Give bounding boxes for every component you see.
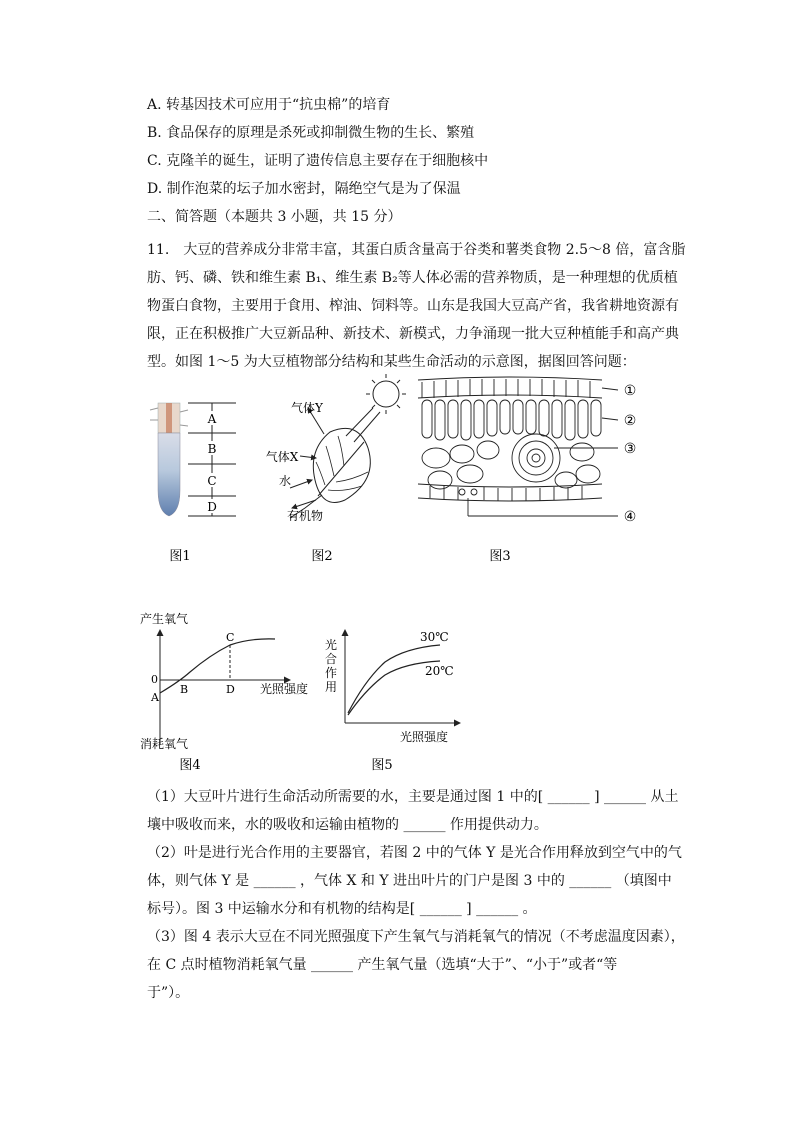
fig5-y-3: 作: [325, 666, 338, 680]
q-line-1: （1）大豆叶片进行生命活动所需要的水，主要是通过图 1 中的[ ______ ] ______ 从土: [147, 789, 679, 805]
fig1-label-c: C: [207, 474, 217, 488]
fig1-root-tip: [150, 403, 236, 516]
option-d: D. 制作泡菜的坛子加水密封，隔绝空气是为了保温: [147, 181, 461, 197]
q11-line-3: 物蛋白食物，主要用于食用、榨油、饲料等。山东是我国大豆高产省，我省耕地资源有: [147, 298, 679, 314]
fig5-line-30c: [348, 645, 440, 713]
q-line-6: （3）图 4 表示大豆在不同光照强度下产生氧气与消耗氧气的情况（不考虑温度因素），: [147, 929, 685, 945]
fig2-water: 水: [278, 474, 292, 488]
q-line-8: 于”）。: [147, 985, 190, 1001]
q11-line-2: 肪、钙、磷、铁和维生素 B₁、维生素 B₂等人体必需的营养物质，是一种理想的优质植: [147, 270, 678, 286]
fig1-label-a: A: [207, 412, 217, 426]
fig4-point-b: B: [180, 683, 189, 696]
fig3-marker-2: ②: [623, 413, 637, 429]
fig4-point-d: D: [226, 683, 235, 696]
q11-line-1: 11. 大豆的营养成分非常丰富，其蛋白质含量高于谷类和薯类食物 2.5～8 倍，富含脂: [147, 242, 686, 258]
fig3-leaf-section: [418, 377, 618, 516]
fig2-leaf: [266, 374, 406, 523]
fig4-origin: 0: [151, 673, 158, 686]
fig3-marker-1: ①: [623, 383, 637, 399]
fig4-chart: [140, 611, 308, 773]
fig5-y-2: 合: [325, 652, 338, 666]
fig5-chart: [325, 630, 460, 773]
q-line-7: 在 C 点时植物消耗氧气量 ______ 产生氧气量（选填“大于”、“小于”或者“等: [147, 957, 618, 973]
q-line-3: （2）叶是进行光合作用的主要器官，若图 2 中的气体 Y 是光合作用释放到空气中的气: [147, 845, 682, 861]
fig2-gas-y: 气体Y: [291, 401, 323, 415]
fig5-series-20: 20℃: [425, 664, 454, 678]
fig2-organic: 有机物: [286, 509, 324, 523]
q-line-2: 壤中吸收而来，水的吸收和运输由植物的 ______ 作用提供动力。: [147, 817, 548, 833]
fig5-x-label: 光照强度: [400, 730, 449, 744]
q-line-5: 标号）。图 3 中运输水分和有机物的结构是[ ______ ] ______ 。: [147, 901, 537, 917]
fig5-y-1: 光: [325, 638, 338, 652]
fig5-y-4: 用: [325, 680, 338, 694]
fig1-label-d: D: [207, 500, 217, 514]
fig3-caption: 图3: [489, 549, 511, 564]
figures-row-1: [140, 370, 680, 570]
figures-row-2: [140, 605, 480, 780]
fig4-caption: 图4: [179, 758, 201, 773]
fig5-series-30: 30℃: [420, 630, 449, 644]
option-b: B. 食品保存的原理是杀死或抑制微生物的生长、繁殖: [147, 125, 475, 141]
q11-line-4: 限，正在积极推广大豆新品种、新技术、新模式，力争涌现一批大豆种植能手和高产典: [147, 326, 679, 342]
q-line-4: 体，则气体 Y 是 ______ ，气体 X 和 Y 进出叶片的门户是图 3 中的 ______ （填图中: [147, 873, 672, 889]
option-a: A. 转基因技术可应用于“抗虫棉”的培育: [147, 97, 391, 113]
fig4-point-c: C: [226, 631, 235, 644]
fig1-label-b: B: [207, 442, 217, 456]
fig4-y-bottom: 消耗氧气: [140, 737, 189, 751]
fig1-caption: 图1: [169, 549, 191, 564]
section-heading: 二、简答题（本题共 3 小题，共 15 分）: [147, 209, 402, 225]
fig3-marker-4: ④: [623, 509, 637, 525]
fig2-gas-x: 气体X: [265, 450, 299, 464]
fig2-caption: 图2: [311, 549, 333, 564]
q11-line-5: 型。如图 1～5 为大豆植物部分结构和某些生命活动的示意图，据图回答问题：: [147, 354, 636, 370]
option-c: C. 克隆羊的诞生，证明了遗传信息主要存在于细胞核中: [147, 153, 489, 169]
fig4-x-label: 光照强度: [260, 682, 309, 696]
fig4-point-a: A: [151, 691, 159, 704]
fig3-marker-3: ③: [623, 441, 637, 457]
fig4-y-top: 产生氧气: [140, 612, 189, 626]
fig5-caption: 图5: [371, 758, 393, 773]
